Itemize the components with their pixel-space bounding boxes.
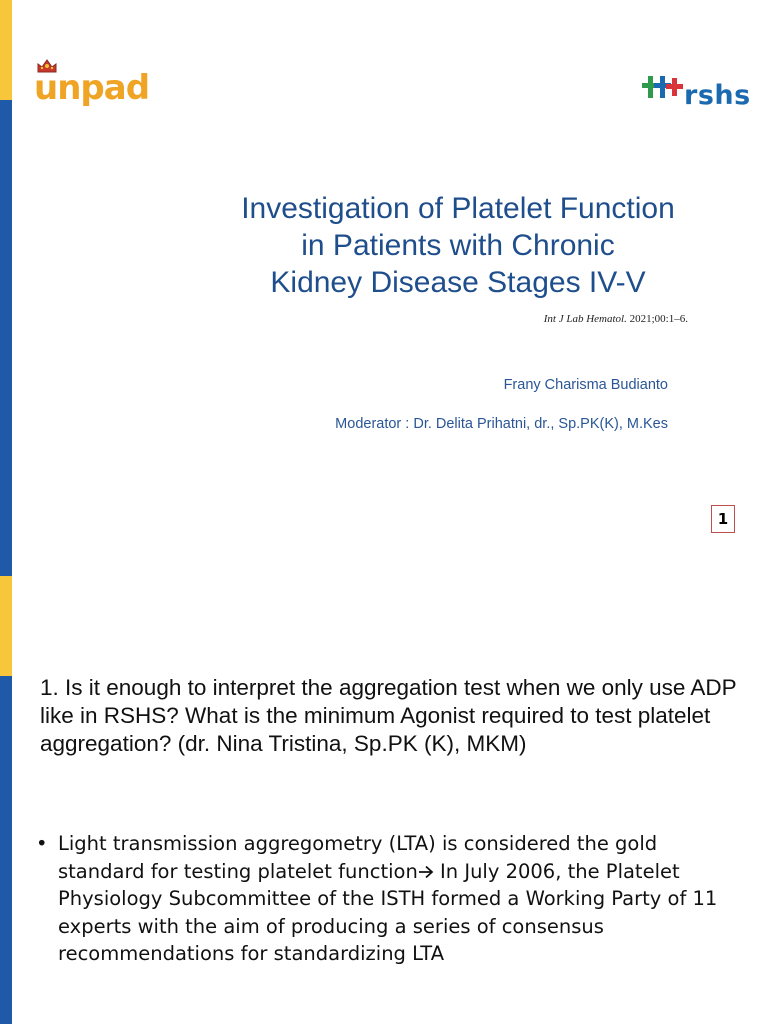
citation-journal: Int J Lab Hematol. bbox=[543, 313, 627, 325]
bullet-dot: • bbox=[36, 832, 48, 855]
title-line: Investigation of Platelet Function bbox=[241, 192, 675, 225]
left-accent-bar-blue bbox=[0, 676, 12, 1024]
slide-title bbox=[160, 190, 756, 301]
bullet-text-part1: Light transmission aggregometry (LTA) is considered the gold standard for testing platelet function bbox=[58, 832, 658, 883]
unpad-wordmark: unpad bbox=[34, 68, 150, 108]
moderator-line: Moderator : Dr. Delita Prihatni, dr., Sp.PK(K), M.Kes bbox=[335, 416, 668, 432]
rshs-logo bbox=[642, 74, 758, 114]
citation-details: 2021;00:1–6. bbox=[626, 313, 688, 325]
right-arrow-icon bbox=[418, 865, 434, 879]
title-line: Kidney Disease Stages IV-V bbox=[270, 266, 646, 299]
presenter-name: Frany Charisma Budianto bbox=[503, 377, 668, 393]
bullet-text bbox=[58, 830, 738, 968]
question-slide bbox=[0, 576, 768, 1024]
rshs-wordmark: rshs bbox=[684, 80, 751, 111]
rshs-cross-icon bbox=[642, 74, 686, 102]
left-accent-bar-yellow bbox=[0, 576, 12, 676]
title-line: in Patients with Chronic bbox=[301, 229, 615, 262]
left-accent-bar-blue bbox=[0, 100, 12, 576]
bullet-text-part2: In July 2006, the Platelet Physiology Subcommittee of the ISTH formed a Working Party of 11 experts with the aim of producing a series of consensus recommendations for standardizing LTA bbox=[58, 859, 718, 965]
unpad-logo bbox=[34, 58, 150, 110]
page-number-box: 1 bbox=[711, 505, 735, 533]
left-accent-bar-yellow bbox=[0, 0, 12, 100]
question-text: 1. Is it enough to interpret the aggregation test when we only use ADP like in RSHS? What is the minimum Agonist required to test platelet aggregation? (dr. Nina Tristina, Sp.PK (K), MKM) bbox=[40, 675, 737, 756]
citation bbox=[420, 313, 688, 325]
